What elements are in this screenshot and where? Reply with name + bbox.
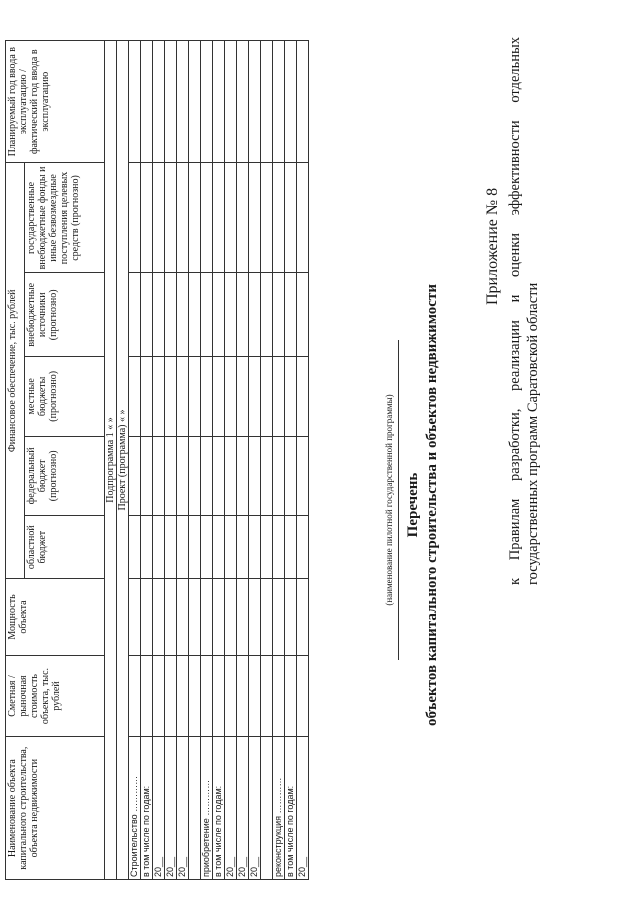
row-cell [189,579,201,655]
row-cell [213,516,225,579]
project-row: Проект (программа) « » [117,41,129,880]
row-cell [273,273,285,357]
row-cell [273,516,285,579]
row-label: реконструкция ………… [273,737,285,880]
row-cell [225,655,237,737]
row-cell [141,579,153,655]
row-cell [201,516,213,579]
table-row [273,41,285,880]
row-cell [177,579,189,655]
header-federal: федеральный бюджет (прогнозно) [25,436,105,516]
row-cell [285,516,297,579]
row-label: в том числе по годам: [213,737,225,880]
row-cell [165,357,177,437]
row-cell [273,163,285,273]
row-cell [249,357,261,437]
table-row [225,41,237,880]
row-cell [285,579,297,655]
row-label [261,737,273,880]
row-cell [141,41,153,163]
row-cell [249,273,261,357]
row-cell [273,41,285,163]
row-cell [225,163,237,273]
row-cell [297,436,309,516]
row-cell [153,516,165,579]
row-cell [237,516,249,579]
table-row [297,41,309,880]
row-cell [297,579,309,655]
row-cell [177,163,189,273]
row-cell [201,579,213,655]
row-cell [285,436,297,516]
objects-table-wrap [5,40,309,880]
row-cell [141,655,153,737]
row-cell [297,516,309,579]
row-cell [153,41,165,163]
row-cell [225,516,237,579]
row-cell [261,579,273,655]
row-cell [249,579,261,655]
row-label: Строительство ………… [129,737,141,880]
row-cell [129,436,141,516]
row-cell [261,163,273,273]
row-cell [189,41,201,163]
row-label: 20__ [237,737,249,880]
row-cell [285,357,297,437]
row-label: 20__ [153,737,165,880]
row-cell [285,655,297,737]
list-title-line2: объектов капитального строительства и объектов недвижимости [424,284,440,726]
header-finance: Финансовое обеспечение, тыс. рублей [6,163,25,579]
row-cell [285,273,297,357]
row-cell [165,273,177,357]
header-extrabudget: внебюджетные источники (прогнозно) [25,273,105,357]
row-cell [213,655,225,737]
row-cell [141,163,153,273]
row-cell [213,273,225,357]
header-state-funds: государственные внебюджетные фонды и иные безвозмездные поступления целевых средств (прогнозно) [25,163,105,273]
row-cell [165,516,177,579]
row-cell [177,273,189,357]
list-title [404,255,442,755]
table-row [249,41,261,880]
header-capacity: Мощность объекта [6,579,105,655]
row-cell [285,41,297,163]
row-cell [153,163,165,273]
appendix-title: Приложение № 8 [484,187,501,305]
row-cell [213,41,225,163]
row-cell [273,357,285,437]
objects-table [5,40,309,880]
row-label: 20__ [225,737,237,880]
appendix-text: к Правилам разработки, реализации и оценки эффективности отдельных государственных программ Саратовской области [507,37,541,585]
row-cell [297,655,309,737]
program-caption: (наименование пилотной государственной программы) [384,394,394,606]
table-row [153,41,165,880]
row-cell [201,41,213,163]
row-cell [225,357,237,437]
row-label: 20__ [177,737,189,880]
row-label: в том числе по годам: [141,737,153,880]
table-body [6,41,309,880]
header-local: местные бюджеты (прогнозно) [25,357,105,437]
program-name-line [398,340,399,660]
row-cell [297,357,309,437]
row-cell [177,41,189,163]
row-cell [153,436,165,516]
row-cell [225,436,237,516]
table-row [141,41,153,880]
row-cell [141,516,153,579]
row-cell [165,41,177,163]
list-title-line1: Перечень [405,472,421,538]
table-row [189,41,201,880]
row-cell [129,655,141,737]
row-cell [177,655,189,737]
row-cell [261,516,273,579]
row-cell [141,273,153,357]
row-cell [297,273,309,357]
row-label: 20__ [297,737,309,880]
row-cell [213,436,225,516]
row-cell [129,41,141,163]
row-cell [261,357,273,437]
row-cell [141,436,153,516]
table-row [261,41,273,880]
row-cell [201,163,213,273]
row-cell [237,357,249,437]
row-cell [273,655,285,737]
row-cell [189,163,201,273]
row-cell [201,273,213,357]
row-cell [249,655,261,737]
header-regional: областной бюджет [25,516,105,579]
table-row [165,41,177,880]
row-cell [225,41,237,163]
row-cell [201,436,213,516]
row-cell [177,516,189,579]
row-cell [225,579,237,655]
row-label: в том числе по годам: [285,737,297,880]
header-year: Планируемый год ввода в эксплуатацию / фактический год ввода в эксплуатацию [6,41,105,163]
row-cell [273,579,285,655]
row-cell [129,357,141,437]
row-cell [225,273,237,357]
row-cell [141,357,153,437]
row-cell [165,163,177,273]
row-label [189,737,201,880]
header-cost: Сметная / рыночная стоимость объекта, тыс. рублей [6,655,105,737]
row-label: 20__ [249,737,261,880]
row-cell [297,163,309,273]
row-label: 20__ [165,737,177,880]
row-cell [129,163,141,273]
row-cell [237,273,249,357]
row-cell [129,516,141,579]
row-cell [237,163,249,273]
row-cell [153,655,165,737]
row-cell [177,436,189,516]
row-cell [165,579,177,655]
row-cell [237,655,249,737]
row-cell [261,655,273,737]
row-cell [189,516,201,579]
row-cell [189,655,201,737]
row-cell [285,163,297,273]
row-cell [189,273,201,357]
row-cell [153,357,165,437]
row-cell [153,273,165,357]
row-cell [189,436,201,516]
table-row [177,41,189,880]
row-cell [201,357,213,437]
table-row [285,41,297,880]
row-cell [153,579,165,655]
row-cell [249,516,261,579]
row-cell [249,436,261,516]
row-cell [165,436,177,516]
row-cell [213,579,225,655]
row-cell [213,163,225,273]
row-cell [201,655,213,737]
table-row [129,41,141,880]
row-cell [129,579,141,655]
row-label: приобретение ………… [201,737,213,880]
row-cell [249,41,261,163]
table-row [237,41,249,880]
row-cell [261,273,273,357]
row-cell [177,357,189,437]
row-cell [249,163,261,273]
row-cell [237,436,249,516]
subprogram-row: Подпрограмма 1 « » [105,41,117,880]
row-cell [213,357,225,437]
header-name: Наименование объекта капитального строительства, объекта недвижимости [6,737,105,880]
row-cell [129,273,141,357]
table-row [213,41,225,880]
row-cell [261,41,273,163]
row-cell [237,579,249,655]
table-row [201,41,213,880]
row-cell [261,436,273,516]
row-cell [165,655,177,737]
row-cell [189,357,201,437]
row-cell [237,41,249,163]
row-cell [297,41,309,163]
row-cell [273,436,285,516]
